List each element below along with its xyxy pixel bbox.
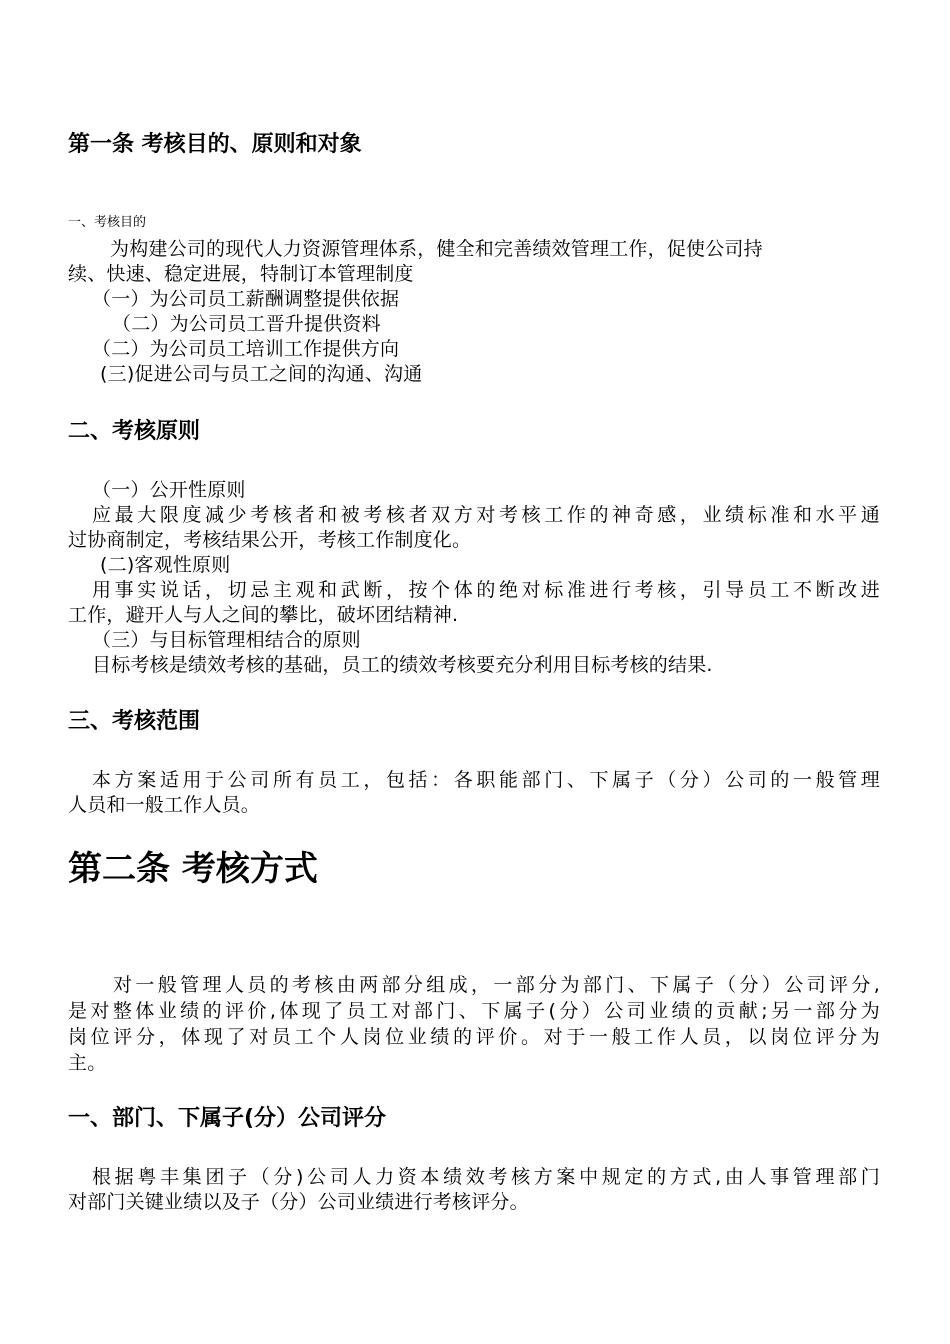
department-score-line-1: 根据粤丰集团子（分)公司人力资本绩效考核方案中规定的方式,由人事管理部门 <box>92 1166 880 1188</box>
purpose-item-4: (三)促进公司与员工之间的沟通、沟通 <box>100 363 423 385</box>
article-2-intro-line-2: 是对整体业绩的评价,体现了员工对部门、下属子(分）公司业绩的贡献;另一部分为 <box>68 1000 880 1022</box>
principles-heading: 二、考核原则 <box>68 419 201 444</box>
principle-2-line-2: 工作，避开人与人之间的攀比，破坏团结精神. <box>68 604 459 626</box>
purpose-item-2: （二）为公司员工晋升提供资料 <box>112 313 381 335</box>
principle-3-line-1: 目标考核是绩效考核的基础，员工的绩效考核要充分利用目标考核的结果. <box>92 654 713 676</box>
department-score-heading: 一、部门、下属子(分）公司评分 <box>68 1106 387 1131</box>
article-1-title: 第一条 考核目的、原则和对象 <box>68 132 362 157</box>
purpose-item-1: （一）为公司员工薪酬调整提供依据 <box>92 288 400 310</box>
scope-line-2: 人员和一般工作人员。 <box>68 794 261 816</box>
purpose-heading: 一、考核目的 <box>68 215 147 230</box>
principle-1-title: （一）公开性原则 <box>92 479 246 501</box>
purpose-paragraph-line-1: 为构建公司的现代人力资源管理体系，健全和完善绩效管理工作，促使公司持 <box>110 238 763 260</box>
purpose-paragraph-line-2: 续、快速、稳定进展，特制订本管理制度 <box>68 263 414 285</box>
scope-heading: 三、考核范围 <box>68 709 201 734</box>
department-score-line-2: 对部门关键业绩以及子（分）公司业绩进行考核评分。 <box>68 1191 529 1213</box>
scope-line-1: 本方案适用于公司所有员工，包括：各职能部门、下属子（分）公司的一般管理 <box>92 769 880 791</box>
article-2-intro-line-4: 主。 <box>68 1052 107 1074</box>
principle-2-title: (二)客观性原则 <box>100 554 231 576</box>
principle-1-line-2: 过协商制定，考核结果公开，考核工作制度化。 <box>68 529 472 551</box>
principle-1-line-1: 应最大限度减少考核者和被考核者双方对考核工作的神奇感，业绩标准和水平通 <box>92 504 880 526</box>
article-2-title: 第二条 考核方式 <box>68 849 318 889</box>
article-2-intro-line-3: 岗位评分，体现了对员工个人岗位业绩的评价。对于一般工作人员，以岗位评分为 <box>68 1026 880 1048</box>
article-2-intro-line-1: 对一般管理人员的考核由两部分组成，一部分为部门、下属子（分）公司评分, <box>113 974 880 996</box>
purpose-item-3: （二）为公司员工培训工作提供方向 <box>92 338 400 360</box>
principle-2-line-1: 用事实说话，切忌主观和武断，按个体的绝对标准进行考核，引导员工不断改进 <box>92 579 880 601</box>
principle-3-title: （三）与目标管理相结合的原则 <box>92 629 361 651</box>
